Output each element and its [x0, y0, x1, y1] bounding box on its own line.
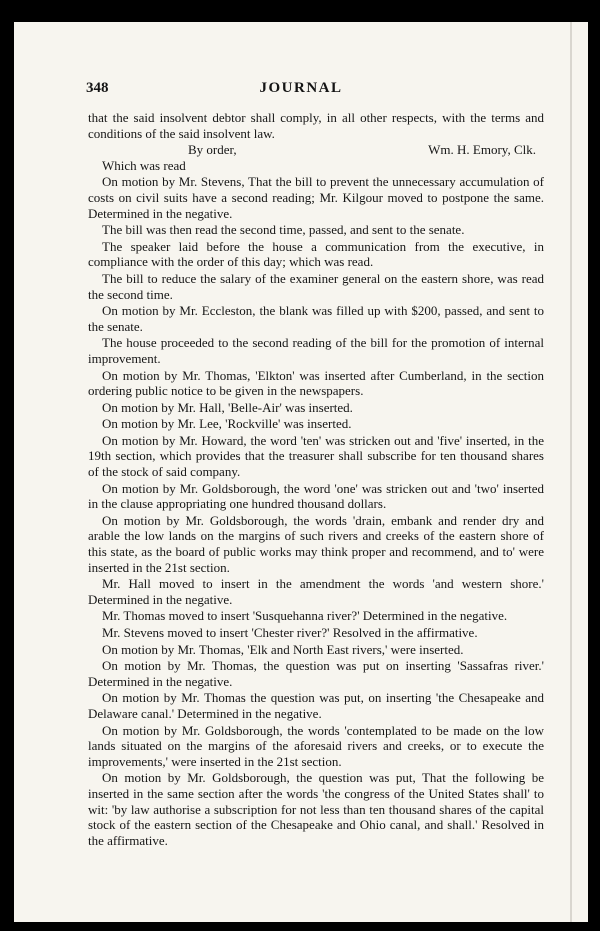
paragraph: On motion by Mr. Thomas, 'Elkton' was inserted after Cumberland, in the section ordering public notice to be given in the newspapers.: [88, 367, 544, 399]
by-order: By order,: [188, 142, 237, 158]
journal-text: [88, 110, 544, 849]
paragraph: On motion by Mr. Hall, 'Belle-Air' was inserted.: [102, 399, 353, 415]
paragraph: On motion by Mr. Thomas the question was put, on inserting 'the Chesapeake and Delaware canal.' Determined in the negative.: [88, 690, 544, 721]
paragraph: On motion by Mr. Thomas, 'Elk and North East rivers,' were inserted.: [102, 641, 464, 657]
paragraph: On motion by Mr. Goldsborough, the words 'drain, embank and render dry and arable the low lands on the margins of such rivers and creeks of the eastern shore of this state, as the board of public works may think proper and recommend, and to' were inserted in the 21st section.: [88, 512, 544, 575]
paragraph: The bill to reduce the salary of the examiner general on the eastern shore, was read the second time.: [88, 270, 544, 302]
paragraph: The speaker laid before the house a communication from the executive, in compliance with the order of this day; which was read.: [88, 238, 544, 270]
paragraph: On motion by Mr. Goldsborough, the words 'contemplated to be made on the low lands situated on the margins of the aforesaid rivers and creeks, or to execute the improvements,' were inserted in the 21st section.: [88, 722, 544, 769]
page-edge-line: [570, 22, 572, 922]
paragraph: On motion by Mr. Goldsborough, the question was put, That the following be inserted in the same section after the words 'the congress of the United States shall' to wit: 'by law authorise a subscription for not less than ten thousand shares of the capital stock of the eastern section of the Chesapeake and Ohio canal, and shall.' Resolved in the affirmative.: [88, 770, 544, 848]
page-number: 348: [86, 80, 109, 96]
paragraph: On motion by Mr. Howard, the word 'ten' was stricken out and 'five' inserted, in the 19th section, which provides that the treasurer shall subscribe for ten thousand shares of the stock of said company.: [88, 432, 544, 480]
paragraph: On motion by Mr. Eccleston, the blank was filled up with $200, passed, and sent to the senate.: [88, 303, 544, 334]
journal-page: [14, 22, 588, 922]
paragraph: Mr. Stevens moved to insert 'Chester river?' Resolved in the affirmative.: [102, 625, 478, 640]
paragraph: The bill was then read the second time, passed, and sent to the senate.: [102, 222, 465, 238]
clerk-signature: Wm. H. Emory, Clk.: [428, 142, 536, 158]
running-head: JOURNAL: [259, 80, 343, 96]
paragraph-continued: that the said insolvent debtor shall comply, in all other respects, with the terms and conditions of the said insolvent law.: [88, 110, 544, 141]
paragraph: Mr. Thomas moved to insert 'Susquehanna river?' Determined in the negative.: [102, 608, 508, 624]
page-header: [14, 80, 588, 102]
paragraph: Mr. Hall moved to insert in the amendment the words 'and western shore.' Determined in the negative.: [88, 576, 544, 607]
order-signature-line: [88, 142, 544, 158]
paragraph: On motion by Mr. Goldsborough, the word 'one' was stricken out and 'two' inserted in the clause appropriating one hundred thousand dollars.: [88, 480, 544, 512]
paragraph: The house proceeded to the second reading of the bill for the promotion of internal improvement.: [88, 335, 544, 366]
paragraph: On motion by Mr. Lee, 'Rockville' was inserted.: [102, 416, 352, 432]
paragraph: On motion by Mr. Thomas, the question was put on inserting 'Sassafras river.' Determined in the negative.: [88, 658, 544, 689]
paragraph: Which was read: [102, 157, 186, 173]
paragraph: On motion by Mr. Stevens, That the bill to prevent the unnecessary accumulation of costs on civil suits have a second reading; Mr. Kilgour moved to postpone the same. Determined in the negative.: [88, 174, 544, 221]
